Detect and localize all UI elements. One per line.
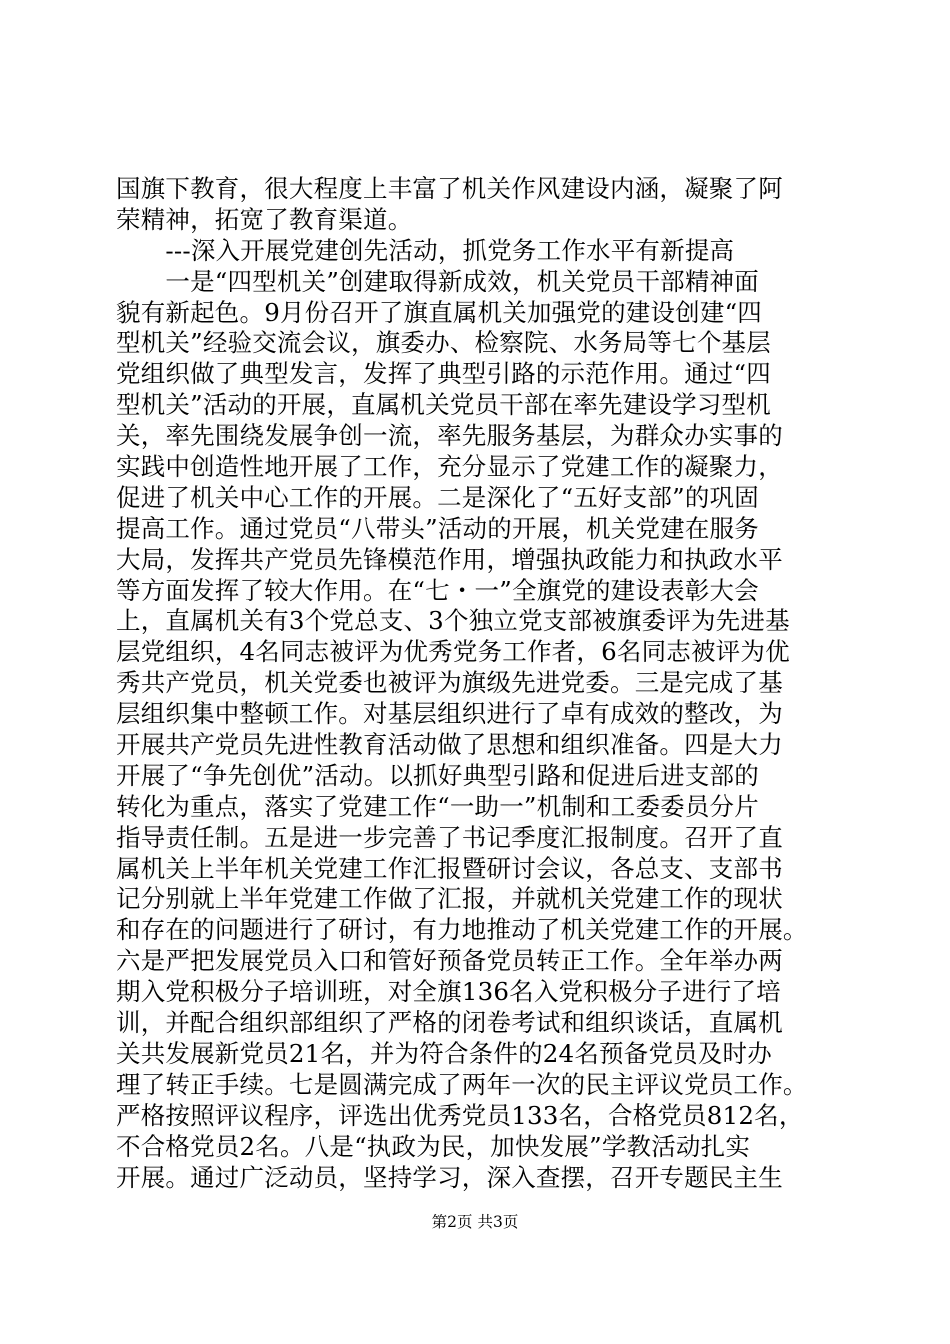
text-line: 等方面发挥了较大作用。在“七・一”全旗党的建设表彰大会 — [116, 575, 759, 605]
text-line: 关，率先围绕发展争创一流，率先服务基层，为群众办实事的 — [116, 421, 783, 451]
text-line: 期入党积极分子培训班，对全旗136名入党积极分子进行了培 — [116, 977, 781, 1007]
text-line: 开展。通过广泛动员，坚持学习，深入查摆，召开专题民主生 — [116, 1162, 783, 1192]
text-line: 不合格党员2名。八是“执政为民，加快发展”学教活动扎实 — [116, 1131, 751, 1161]
text-line: 型机关”经验交流会议，旗委办、检察院、水务局等七个基层 — [116, 328, 771, 358]
text-line: 指导责任制。五是进一步完善了书记季度汇报制度。召开了直 — [116, 822, 783, 852]
text-line: 层组织集中整顿工作。对基层组织进行了卓有成效的整改，为 — [116, 699, 783, 729]
text-line: 转化为重点，落实了党建工作“一助一”机制和工委委员分片 — [116, 791, 759, 821]
text-line: 提高工作。通过党员“八带头”活动的开展，机关党建在服务 — [116, 513, 759, 543]
text-line: ---深入开展党建创先活动，抓党务工作水平有新提高 — [116, 235, 735, 265]
text-line: 上，直属机关有3个党总支、3个独立党支部被旗委评为先进基 — [116, 606, 790, 636]
text-line: 型机关”活动的开展，直属机关党员干部在率先建设学习型机 — [116, 390, 771, 420]
text-line: 实践中创造性地开展了工作，充分显示了党建工作的凝聚力， — [116, 452, 783, 482]
text-line: 理了转正手续。七是圆满完成了两年一次的民主评议党员工作。 — [116, 1069, 808, 1099]
text-line: 秀共产党员，机关党委也被评为旗级先进党委。三是完成了基 — [116, 668, 783, 698]
text-line: 党组织做了典型发言，发挥了典型引路的示范作用。通过“四 — [116, 359, 771, 389]
text-line: 记分别就上半年党建工作做了汇报，并就机关党建工作的现状 — [116, 884, 783, 914]
text-line: 促进了机关中心工作的开展。二是深化了“五好支部”的巩固 — [116, 482, 759, 512]
page-footer: 第2页 共3页 — [431, 1213, 519, 1231]
text-line: 和存在的问题进行了研讨，有力地推动了机关党建工作的开展。 — [116, 915, 808, 945]
text-line: 关共发展新党员21名，并为符合条件的24名预备党员及时办 — [116, 1038, 772, 1068]
text-line: 貌有新起色。9月份召开了旗直属机关加强党的建设创建“四 — [116, 297, 763, 327]
text-line: 严格按照评议程序，评选出优秀党员133名，合格党员812名， — [116, 1100, 804, 1130]
text-line: 荣精神，拓宽了教育渠道。 — [116, 204, 413, 234]
body-text — [116, 174, 856, 1193]
text-line: 国旗下教育，很大程度上丰富了机关作风建设内涵，凝聚了阿 — [116, 174, 783, 203]
text-line: 一是“四型机关”创建取得新成效，机关党员干部精神面 — [116, 266, 759, 296]
text-line: 属机关上半年机关党建工作汇报暨研讨会议，各总支、支部书 — [116, 853, 783, 883]
text-line: 开展了“争先创优”活动。以抓好典型引路和促进后进支部的 — [116, 760, 759, 790]
text-line: 六是严把发展党员入口和管好预备党员转正工作。全年举办两 — [116, 946, 783, 976]
text-line: 大局，发挥共产党员先锋模范作用，增强执政能力和执政水平 — [116, 544, 783, 574]
text-line: 开展共产党员先进性教育活动做了思想和组织准备。四是大力 — [116, 730, 783, 760]
text-line: 训，并配合组织部组织了严格的闭卷考试和组织谈话，直属机 — [116, 1008, 783, 1038]
text-line: 层党组织，4名同志被评为优秀党务工作者，6名同志被评为优 — [116, 637, 790, 667]
